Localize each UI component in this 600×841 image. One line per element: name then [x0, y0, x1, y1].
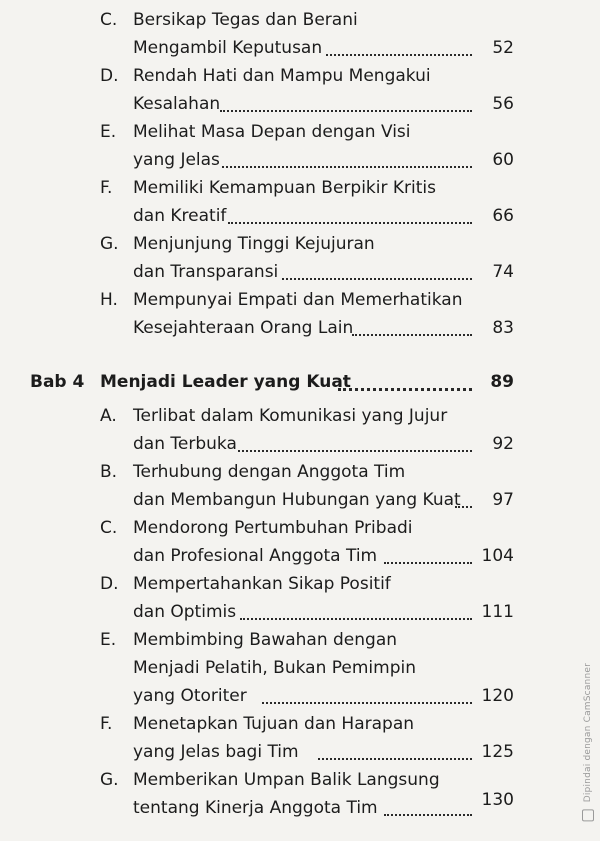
entry-title-line: Mempertahankan Sikap Positif — [133, 574, 391, 594]
entry-title-line: Menjunjung Tinggi Kejujuran — [133, 234, 375, 254]
dot-leader — [384, 814, 472, 816]
toc-entry-e2-line2 — [133, 656, 416, 680]
entry-letter: F. — [100, 178, 113, 198]
dot-leader — [282, 278, 472, 280]
entry-title-line: Terlibat dalam Komunikasi yang Jujur — [133, 406, 448, 426]
toc-entry-d-line2 — [133, 92, 220, 116]
toc-entry-h-line2 — [133, 316, 353, 340]
entry-letter: A. — [100, 406, 117, 426]
chapter-label: Bab 4 — [30, 372, 85, 392]
entry-title-line: yang Otoriter — [133, 686, 247, 706]
toc-entry-g-line2 — [133, 260, 278, 284]
page-number: 52 — [492, 38, 514, 58]
toc-entry-e-line2 — [133, 148, 220, 172]
page-number: 83 — [492, 318, 514, 338]
chapter-page-number: 89 — [490, 372, 514, 392]
entry-letter: H. — [100, 290, 118, 310]
toc-entry-f2-line2 — [133, 740, 299, 764]
page-number: 130 — [481, 790, 514, 810]
entry-title-line: Memiliki Kemampuan Berpikir Kritis — [133, 178, 436, 198]
entry-title-line: Mempunyai Empati dan Memerhatikan — [133, 290, 463, 310]
entry-title-line: dan Membangun Hubungan yang Kuat — [133, 490, 461, 510]
toc-entry-a-line2 — [133, 432, 237, 456]
dot-leader — [455, 506, 472, 508]
scanner-watermark — [582, 663, 594, 821]
entry-title-line: Mengambil Keputusan — [133, 38, 323, 58]
entry-letter: C. — [100, 10, 118, 30]
entry-title-line: Rendah Hati dan Mampu Mengakui — [133, 66, 431, 86]
page-number: 56 — [492, 94, 514, 114]
dot-leader — [262, 702, 472, 704]
entry-title-line: dan Transparansi — [133, 262, 279, 282]
entry-title-line: Kesejahteraan Orang Lain — [133, 318, 354, 338]
entry-letter: D. — [100, 574, 119, 594]
entry-title-line: dan Optimis — [133, 602, 237, 622]
dot-leader — [326, 54, 472, 56]
dot-leader — [318, 758, 472, 760]
entry-title-line: Melihat Masa Depan dengan Visi — [133, 122, 411, 142]
entry-title-line: Membimbing Bawahan dengan — [133, 630, 398, 650]
entry-letter: C. — [100, 518, 118, 538]
entry-title-line: yang Jelas — [133, 150, 220, 170]
page-number: 66 — [492, 206, 514, 226]
dot-leader — [384, 562, 472, 564]
entry-title-line: tentang Kinerja Anggota Tim — [133, 798, 378, 818]
entry-title-line: yang Jelas bagi Tim — [133, 742, 299, 762]
entry-title-line: Menjadi Pelatih, Bukan Pemimpin — [133, 658, 416, 678]
watermark-text: Dipindai dengan CamScanner — [583, 662, 593, 802]
toc-entry-b-line2 — [133, 488, 461, 512]
page-number: 111 — [481, 602, 514, 622]
dot-leader — [228, 222, 472, 224]
page-number: 74 — [492, 262, 514, 282]
dot-leader — [238, 450, 472, 452]
dot-leader — [240, 618, 472, 620]
entry-title-line: Kesalahan — [133, 94, 221, 114]
dot-leader — [338, 388, 472, 391]
dot-leader — [352, 334, 472, 336]
entry-title-line: Menetapkan Tujuan dan Harapan — [133, 714, 415, 734]
entry-letter: B. — [100, 462, 118, 482]
dot-leader — [222, 166, 472, 168]
entry-title-line: dan Terbuka — [133, 434, 237, 454]
entry-letter: E. — [100, 122, 117, 142]
page-number: 97 — [492, 490, 514, 510]
toc-entry-e2-line3 — [133, 684, 247, 708]
dot-leader — [220, 110, 472, 112]
entry-title-line: Memberikan Umpan Balik Langsung — [133, 770, 440, 790]
entry-letter: E. — [100, 630, 117, 650]
toc-entry-c2-line2 — [133, 544, 377, 568]
entry-title-line: Bersikap Tegas dan Berani — [133, 10, 358, 30]
entry-title-line: Mendorong Pertumbuhan Pribadi — [133, 518, 413, 538]
page-number: 60 — [492, 150, 514, 170]
entry-letter: F. — [100, 714, 113, 734]
page-number: 104 — [481, 546, 514, 566]
camscanner-icon — [582, 809, 594, 821]
entry-letter: D. — [100, 66, 119, 86]
page-number: 125 — [481, 742, 514, 762]
toc-entry-g2-line2 — [133, 796, 378, 820]
toc-entry-c-line2 — [133, 36, 322, 60]
page-number: 120 — [481, 686, 514, 706]
toc-entry-f-line2 — [133, 204, 226, 228]
page-number: 92 — [492, 434, 514, 454]
toc-entry-d2-line2 — [133, 600, 236, 624]
entry-title-line: dan Profesional Anggota Tim — [133, 546, 378, 566]
entry-letter: G. — [100, 770, 119, 790]
chapter-title: Menjadi Leader yang Kuat — [100, 372, 351, 392]
entry-title-line: Terhubung dengan Anggota Tim — [133, 462, 406, 482]
entry-title-line: dan Kreatif — [133, 206, 227, 226]
entry-letter: G. — [100, 234, 119, 254]
